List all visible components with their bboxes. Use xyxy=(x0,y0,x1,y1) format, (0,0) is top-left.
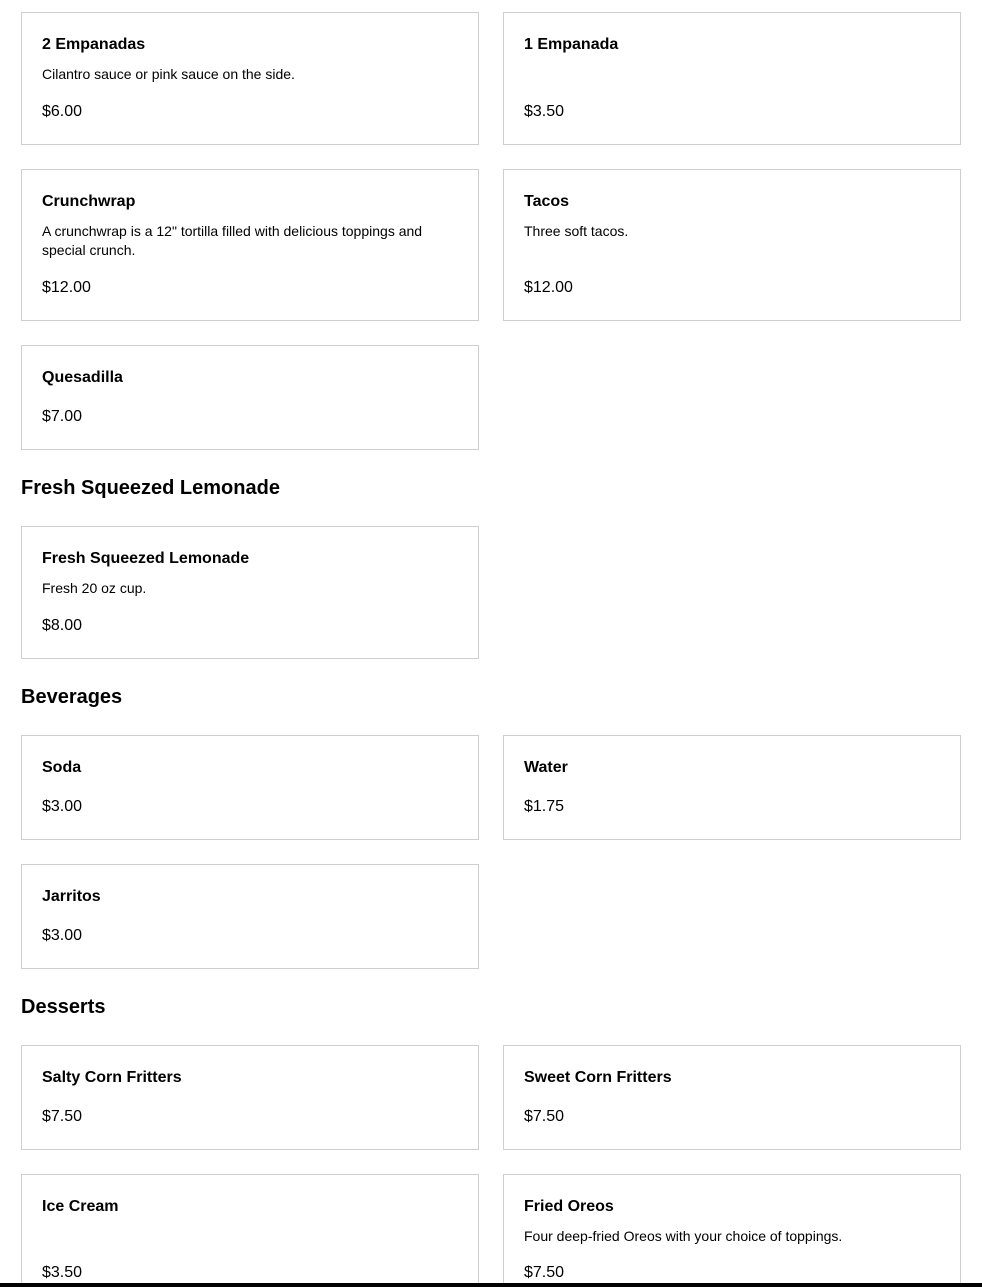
item-price: $3.00 xyxy=(42,798,83,815)
item-price: $7.50 xyxy=(42,1108,83,1125)
item-description: Three soft tacos. xyxy=(524,223,629,239)
item-price: $3.00 xyxy=(42,927,83,944)
menu-item-card[interactable] xyxy=(503,1045,961,1150)
item-description: A crunchwrap is a 12" tortilla filled with delicious toppings and special crunch. xyxy=(42,223,423,258)
item-name: Quesadilla xyxy=(42,369,123,386)
item-description: Fresh 20 oz cup. xyxy=(42,580,147,596)
item-price: $3.50 xyxy=(42,1264,83,1281)
menu-item-card[interactable] xyxy=(503,12,961,145)
menu-item-card[interactable] xyxy=(503,1174,961,1287)
bottom-edge-bar xyxy=(0,1283,982,1287)
item-price: $12.00 xyxy=(524,279,573,296)
item-price: $12.00 xyxy=(42,279,91,296)
item-name: Salty Corn Fritters xyxy=(42,1069,182,1086)
item-price: $3.50 xyxy=(524,103,565,120)
section-title-desserts: Desserts xyxy=(21,996,106,1018)
item-price: $1.75 xyxy=(524,798,565,815)
item-price: $7.00 xyxy=(42,408,83,425)
menu-item-card[interactable] xyxy=(21,12,479,145)
section-title-lemonade: Fresh Squeezed Lemonade xyxy=(21,477,280,499)
menu-item-card[interactable] xyxy=(21,526,479,659)
item-price: $7.50 xyxy=(524,1264,565,1281)
menu-item-card[interactable] xyxy=(503,169,961,321)
item-name: Crunchwrap xyxy=(42,193,136,210)
item-description: Four deep-fried Oreos with your choice of toppings. xyxy=(524,1228,843,1244)
item-price: $7.50 xyxy=(524,1108,565,1125)
item-price: $6.00 xyxy=(42,103,83,120)
section-title-beverages: Beverages xyxy=(21,686,123,708)
item-name: Sweet Corn Fritters xyxy=(524,1069,672,1086)
item-name: 1 Empanada xyxy=(524,36,619,53)
item-name: Water xyxy=(524,759,568,776)
menu-item-card[interactable] xyxy=(21,345,479,450)
item-price: $8.00 xyxy=(42,617,83,634)
item-name: Fried Oreos xyxy=(524,1198,614,1215)
menu-item-card[interactable] xyxy=(21,864,479,969)
menu-item-card[interactable] xyxy=(21,169,479,321)
item-name: 2 Empanadas xyxy=(42,36,146,53)
item-name: Ice Cream xyxy=(42,1198,119,1215)
item-name: Jarritos xyxy=(42,888,101,905)
item-name: Soda xyxy=(42,759,82,776)
item-name: Tacos xyxy=(524,193,570,210)
menu-item-card[interactable] xyxy=(503,735,961,840)
menu-item-card[interactable] xyxy=(21,1174,479,1287)
menu-item-card[interactable] xyxy=(21,735,479,840)
item-description: Cilantro sauce or pink sauce on the side. xyxy=(42,66,295,82)
item-name: Fresh Squeezed Lemonade xyxy=(42,550,250,567)
menu-item-card[interactable] xyxy=(21,1045,479,1150)
